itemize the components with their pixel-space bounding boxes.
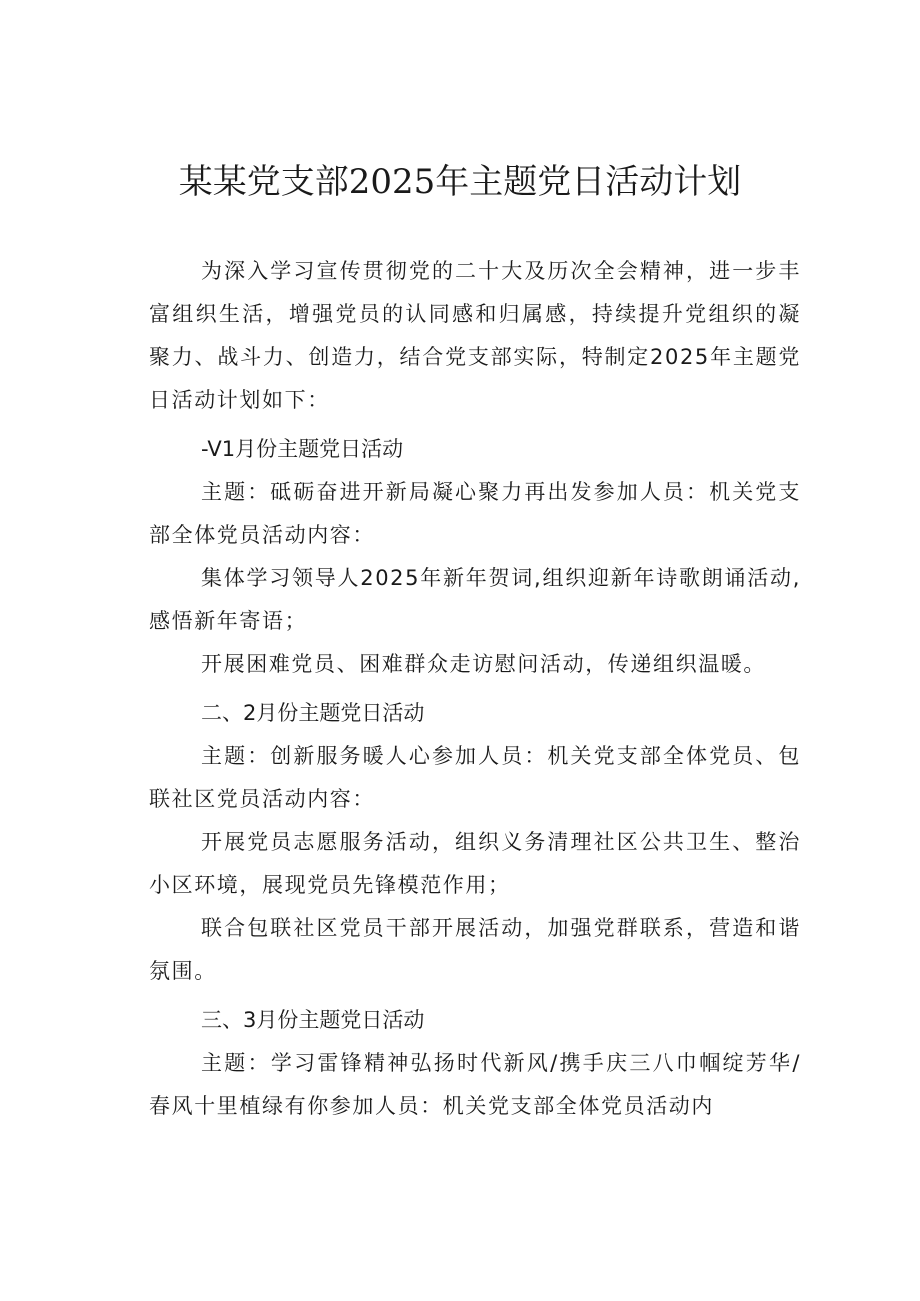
section-paragraph: 集体学习领导人2025年新年贺词,组织迎新年诗歌朗诵活动,感悟新年寄语； xyxy=(149,566,801,633)
section-paragraph: 主题：学习雷锋精神弘扬时代新风/携手庆三八巾帼绽芳华/春风十里植绿有你参加人员：机关党支部全体党员活动内 xyxy=(149,1051,801,1118)
document-title: 某某党支部2025年主题党日活动计划 xyxy=(178,162,742,202)
section-paragraph: 主题：砥砺奋进开新局凝心聚力再出发参加人员：机关党支部全体党员活动内容： xyxy=(149,480,801,547)
section-heading-january: -V1月份主题党日活动 xyxy=(201,437,404,461)
section-heading-march: 三、3月份主题党日活动 xyxy=(201,1008,425,1032)
section-heading-february: 二、2月份主题党日活动 xyxy=(201,701,425,725)
section-paragraph: 主题：创新服务暖人心参加人员：机关党支部全体党员、包联社区党员活动内容： xyxy=(149,744,801,811)
section-paragraph: 开展困难党员、困难群众走访慰问活动，传递组织温暖。 xyxy=(201,652,766,676)
section-paragraph: 联合包联社区党员干部开展活动，加强党群联系，营造和谐氛围。 xyxy=(149,916,801,983)
document-body xyxy=(149,250,801,1128)
intro-paragraph: 为深入学习宣传贯彻党的二十大及历次全会精神，进一步丰富组织生活，增强党员的认同感和归属感，持续提升党组织的凝聚力、战斗力、创造力，结合党支部实际，特制定2025年主题党日活动计划如下： xyxy=(149,259,801,412)
section-paragraph: 开展党员志愿服务活动，组织义务清理社区公共卫生、整治小区环境，展现党员先锋模范作用； xyxy=(149,830,801,897)
